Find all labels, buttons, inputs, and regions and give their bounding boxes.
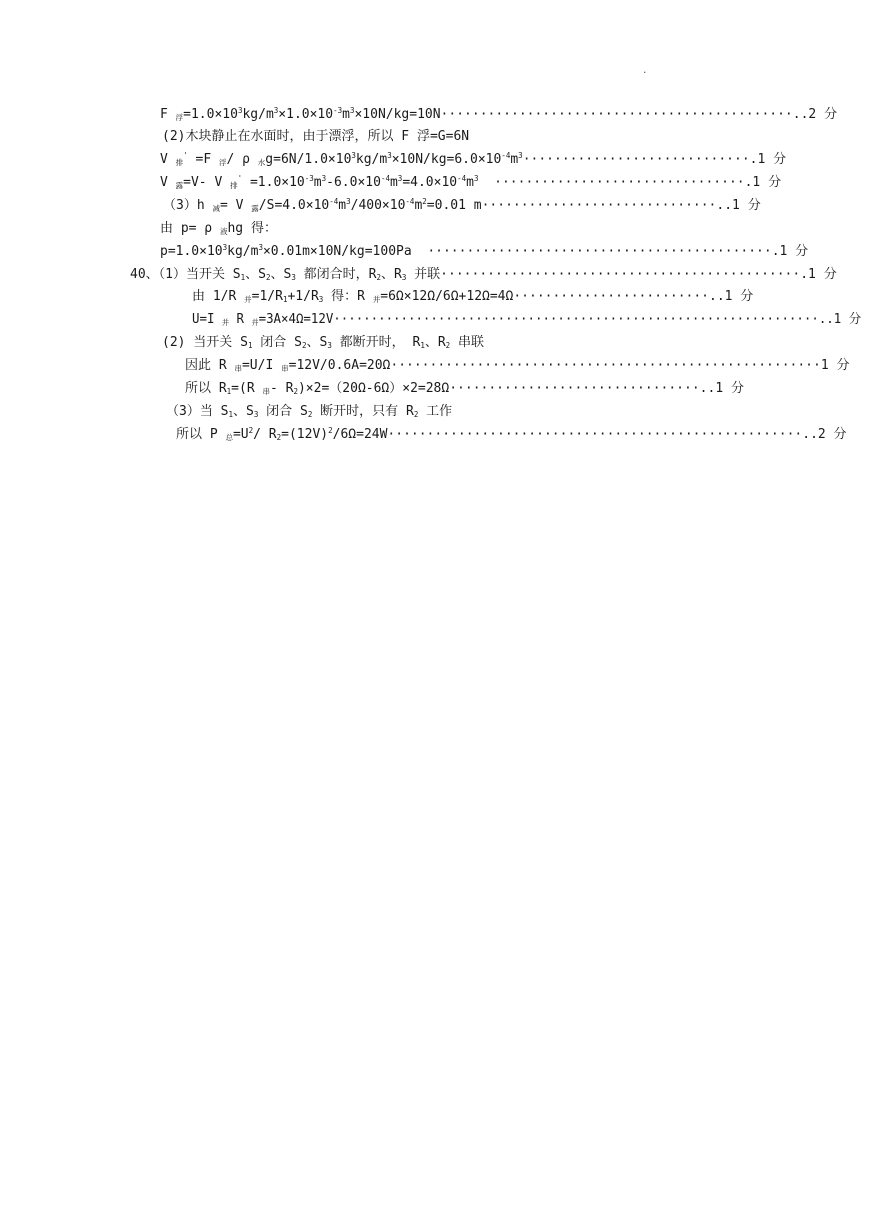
answer-line: U=I $_并$ R $_并$=3A×4Ω=12V·································································..1 分 bbox=[192, 312, 862, 327]
answer-line: 所以 $R_1=(R$ $_串$- $R_2)\times 2=(20\Omega-6\Omega)\times 2=28\Omega\cdot\cdot\cdot\cdot\cdot\cdot\cdot\cdot\cdot\cdot\cdot\cdot\cdot\cdot\cdot\cdot\cdot\cdot\cdot\cdot\cdot\cdot\cdot\cdot\cdot\cdot\cdot\cdot\cdot\cdot\cdot\cdot..1$ 分 bbox=[185, 381, 744, 396]
answer-line: 由 1/R $_并=1/R_1+1/R_3$ 得：R $_并$=6Ω×12Ω/6Ω+12Ω=4Ω·························..1 分 bbox=[192, 289, 754, 304]
answer-line: （3）当 $S_1$、$S_3$ 闭合 $S_2$ 断开时，只有 $R_2$ 工作 bbox=[166, 404, 453, 419]
page-mark: . bbox=[642, 66, 648, 76]
answer-line: 因此 R $_串$=U/I $_串$=12V/0.6A=20Ω·······················································1 分 bbox=[185, 358, 850, 373]
answer-line: (2)木块静止在水面时，由于漂浮，所以 F 浮=G=6N bbox=[162, 129, 470, 144]
answer-line: $p=1.0\times 10^3kg/m^3\times 0.01m\times 10N/kg=100Pa \cdot\cdot\cdot\cdot\cdot\cdot\cdot\cdot\cdot\cdot\cdot\cdot\cdot\cdot\cdot\cdot\cdot\cdot\cdot\cdot\cdot\cdot\cdot\cdot\cdot\cdot\cdot\cdot\cdot\cdot\cdot\cdot\cdot\cdot\cdot\cdot\cdot\cdot\cdot\cdot\cdot\cdot\cdot\cdot.1$ 分 bbox=[160, 243, 809, 259]
answer-line: 由 p= ρ $_液$hg 得： bbox=[160, 221, 277, 236]
answer-line: F $_浮=1.0\times 10^3kg/m^3\times 1.0\times 10^{-3}m^3\times 10N/kg=10N\cdot\cdot\cdot\cdot\cdot\cdot\cdot\cdot\cdot\cdot\cdot\cdot\cdot\cdot\cdot\cdot\cdot\cdot\cdot\cdot\cdot\cdot\cdot\cdot\cdot\cdot\cdot\cdot\cdot\cdot\cdot\cdot\cdot\cdot\cdot\cdot\cdot\cdot\cdot\cdot\cdot\cdot\cdot\cdot\cdot..2$ 分 bbox=[160, 106, 838, 122]
answer-line: 40、（1）当开关 $S_1$、$S_2$、$S_3$ 都闭合时，$R_2$、$R_3$ 并联··············································.1 分 bbox=[130, 267, 837, 282]
answer-line: （3）h $_减$= V $_露/S=4.0\times 10^{-4}m^3/400\times 10^{-4}m^2=0.01$ m······························..1 分 bbox=[163, 197, 761, 213]
answer-line: V $_露$=V- V $_排' =1.0\times 10^{-3}m^3-6.0\times 10^{-4}m^3=4.0\times 10^{-4}m^3 \cdot\cdot\cdot\cdot\cdot\cdot\cdot\cdot\cdot\cdot\cdot\cdot\cdot\cdot\cdot\cdot\cdot\cdot\cdot\cdot\cdot\cdot\cdot\cdot\cdot\cdot\cdot\cdot\cdot\cdot\cdot\cdot.1$ 分 bbox=[160, 174, 782, 190]
answer-line: (2) 当开关 $S_1$ 闭合 $S_2$、$S_3$ 都断开时， $R_1$、$R_2$ 串联 bbox=[162, 335, 484, 350]
answer-line: V $_排$' =F $_浮$/ ρ $_水g=6N/1.0\times 10^3kg/m^3\times 10N/kg=6.0\times 10^{-4}m^3\cdot\cdot\cdot\cdot\cdot\cdot\cdot\cdot\cdot\cdot\cdot\cdot\cdot\cdot\cdot\cdot\cdot\cdot\cdot\cdot\cdot\cdot\cdot\cdot\cdot\cdot\cdot\cdot\cdot.1$ 分 bbox=[160, 151, 787, 167]
answer-line: 所以 P $_总=U^2/$ $R_2=(12V)^2/6\Omega=24W\cdot\cdot\cdot\cdot\cdot\cdot\cdot\cdot\cdot\cdot\cdot\cdot\cdot\cdot\cdot\cdot\cdot\cdot\cdot\cdot\cdot\cdot\cdot\cdot\cdot\cdot\cdot\cdot\cdot\cdot\cdot\cdot\cdot\cdot\cdot\cdot\cdot\cdot\cdot\cdot\cdot\cdot\cdot\cdot\cdot\cdot\cdot\cdot\cdot\cdot\cdot\cdot\cdot..2$ 分 bbox=[176, 426, 847, 442]
